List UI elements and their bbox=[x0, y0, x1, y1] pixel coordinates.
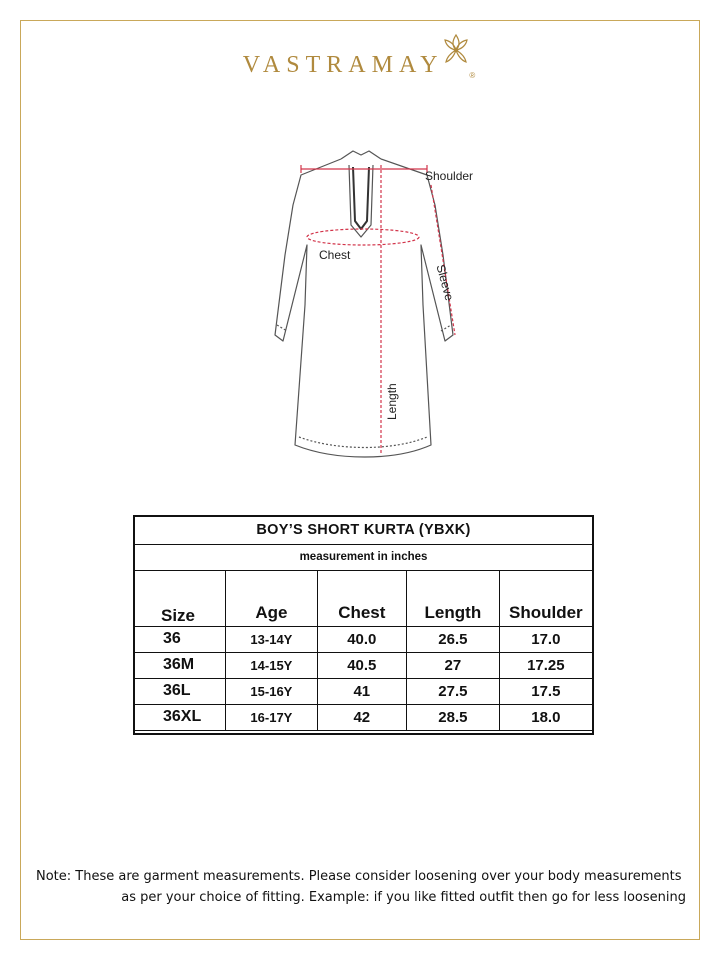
note-line-1: Note: These are garment measurements. Please consider loosening over your body measurements bbox=[36, 869, 682, 884]
cell-length: 26.5 bbox=[407, 626, 500, 652]
table-bottom-rule bbox=[134, 730, 593, 734]
table-row bbox=[134, 626, 593, 652]
cell-length: 28.5 bbox=[407, 704, 500, 730]
cell-shoulder: 18.0 bbox=[499, 704, 593, 730]
cell-length: 27.5 bbox=[407, 678, 500, 704]
table-row bbox=[134, 704, 593, 730]
cell-age: 16-17Y bbox=[226, 704, 317, 730]
cell-chest: 42 bbox=[317, 704, 407, 730]
cell-size: 36L bbox=[134, 678, 226, 704]
header-chest: Chest bbox=[317, 570, 407, 626]
header-size: Size bbox=[134, 570, 226, 626]
cell-age: 13-14Y bbox=[226, 626, 317, 652]
cell-size: 36M bbox=[134, 652, 226, 678]
sleeve-label: Sleeve bbox=[433, 263, 457, 303]
shoulder-label: Shoulder bbox=[425, 169, 474, 183]
table-subtitle: measurement in inches bbox=[134, 544, 593, 570]
note-line-2: as per your choice of fitting. Example: if you like fitted outfit then go for less loosening bbox=[121, 890, 686, 905]
kurta-illustration bbox=[255, 145, 495, 475]
header-age: Age bbox=[226, 570, 317, 626]
brand-name: VASTRAMAY bbox=[242, 52, 444, 78]
header-length: Length bbox=[407, 570, 500, 626]
cell-size: 36 bbox=[134, 626, 226, 652]
cell-size: 36XL bbox=[134, 704, 226, 730]
registered-mark: ® bbox=[469, 70, 476, 80]
cell-chest: 40.0 bbox=[317, 626, 407, 652]
lotus-logo-icon bbox=[441, 32, 471, 71]
table-title: BOY’S SHORT KURTA (YBXK) bbox=[134, 516, 593, 544]
header-shoulder: Shoulder bbox=[499, 570, 593, 626]
kurta-measurement-diagram bbox=[255, 145, 495, 475]
cell-chest: 41 bbox=[317, 678, 407, 704]
cell-shoulder: 17.25 bbox=[499, 652, 593, 678]
table-row bbox=[134, 652, 593, 678]
fitting-note bbox=[36, 866, 686, 908]
table-row bbox=[134, 678, 593, 704]
cell-shoulder: 17.5 bbox=[499, 678, 593, 704]
length-label: Length bbox=[385, 383, 399, 420]
table-header-row bbox=[134, 570, 593, 626]
cell-age: 15-16Y bbox=[226, 678, 317, 704]
brand-header bbox=[0, 52, 720, 79]
chest-label: Chest bbox=[319, 248, 351, 262]
cell-age: 14-15Y bbox=[226, 652, 317, 678]
size-chart-table bbox=[133, 515, 594, 735]
cell-length: 27 bbox=[407, 652, 500, 678]
cell-shoulder: 17.0 bbox=[499, 626, 593, 652]
cell-chest: 40.5 bbox=[317, 652, 407, 678]
